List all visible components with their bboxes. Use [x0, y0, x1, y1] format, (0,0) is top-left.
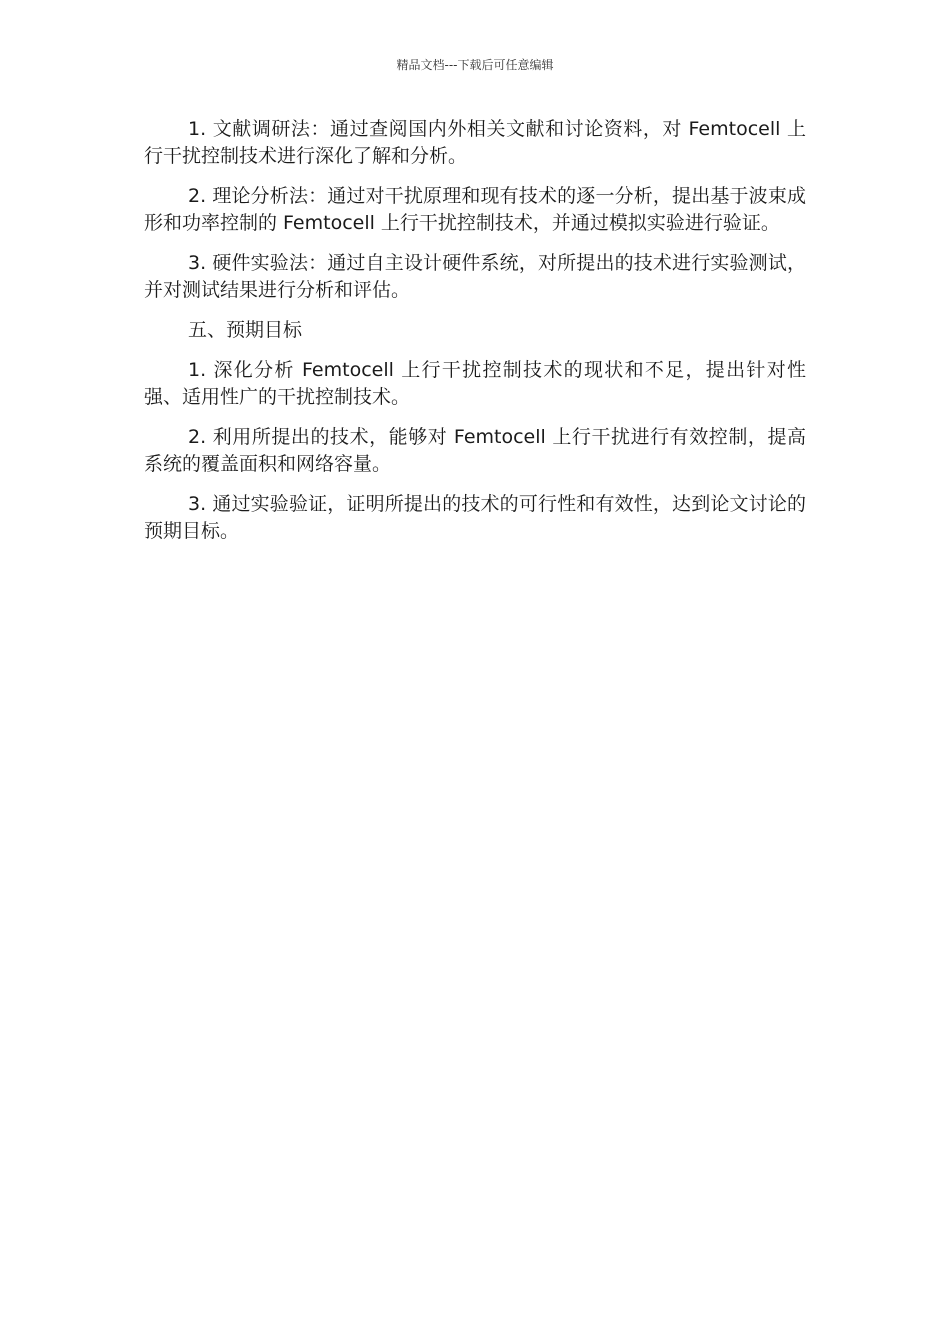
goal-paragraph-analysis: 1. 深化分析 Femtocell 上行干扰控制技术的现状和不足，提出针对性强、适用性广的干扰控制技术。 — [144, 359, 806, 408]
method-paragraph-hardware: 3. 硬件实验法：通过自主设计硬件系统，对所提出的技术进行实验测试，并对测试结果进行分析和评估。 — [144, 252, 806, 301]
section-heading-expected-goals: 五、预期目标 — [188, 319, 303, 341]
goal-paragraph-validation: 3. 通过实验验证，证明所提出的技术的可行性和有效性，达到论文讨论的预期目标。 — [144, 493, 806, 542]
document-body — [144, 116, 806, 558]
method-paragraph-literature: 1. 文献调研法：通过查阅国内外相关文献和讨论资料，对 Femtocell 上行干扰控制技术进行深化了解和分析。 — [144, 118, 806, 167]
page-header: 精品文档---下载后可任意编辑 — [396, 58, 554, 72]
goal-paragraph-control: 2. 利用所提出的技术，能够对 Femtocell 上行干扰进行有效控制，提高系统的覆盖面积和网络容量。 — [144, 426, 806, 475]
method-paragraph-theory: 2. 理论分析法：通过对干扰原理和现有技术的逐一分析，提出基于波束成形和功率控制的 Femtocell 上行干扰控制技术，并通过模拟实验进行验证。 — [144, 185, 806, 234]
